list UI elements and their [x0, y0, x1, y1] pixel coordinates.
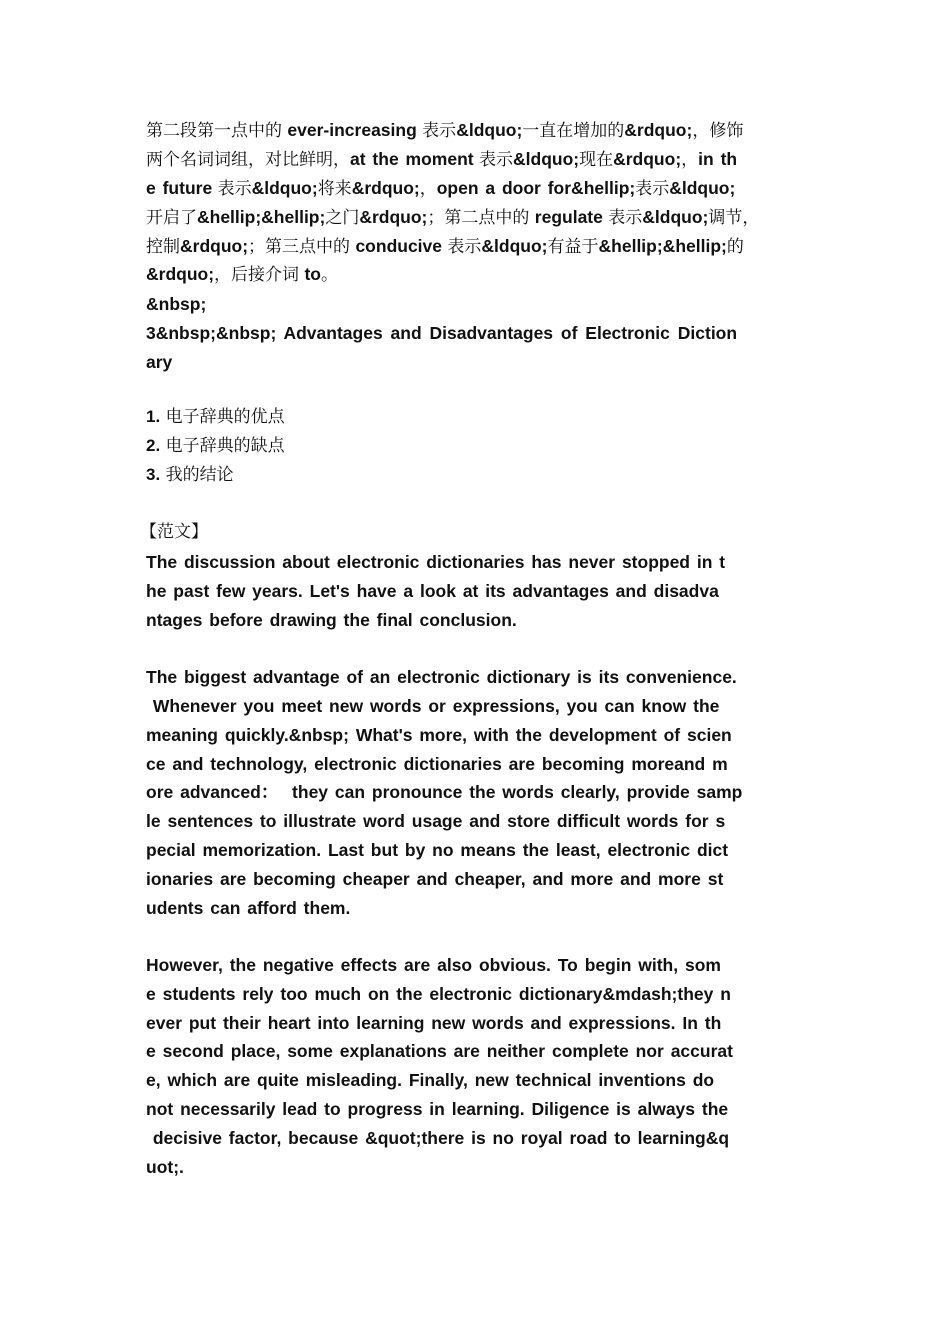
- notes-line-3: e future 表示&ldquo;将来&rdquo;，open a door for&hellip;表示&ldquo;: [146, 178, 736, 199]
- essay-line: ever put their heart into learning new words and expressions. In th: [146, 1013, 722, 1033]
- notes-line-4: 开启了&hellip;&hellip;之门&rdquo;；第二点中的 regulate 表示&ldquo;调节，: [146, 207, 760, 228]
- section-heading: 3&nbsp;&nbsp; Advantages and Disadvantages of Electronic Diction: [146, 323, 738, 343]
- notes-line-6: &rdquo;，后接介词 to。: [146, 264, 338, 285]
- essay-line: ntages before drawing the final conclusion.: [146, 610, 517, 630]
- essay-line: pecial memorization. Last but by no means the least, electronic dict: [146, 840, 729, 860]
- essay-line: e, which are quite misleading. Finally, new technical inventions do: [146, 1070, 715, 1090]
- essay-line: le sentences to illustrate word usage and store difficult words for s: [146, 811, 726, 831]
- essay-line: e students rely too much on the electronic dictionary&mdash;they n: [146, 984, 731, 1004]
- notes-line-2: 两个名词词组，对比鲜明，at the moment 表示&ldquo;现在&rdquo;，in th: [146, 149, 738, 170]
- notes-line-5: 控制&rdquo;；第三点中的 conducive 表示&ldquo;有益于&hellip;&hellip;的: [146, 236, 744, 257]
- essay-line: ionaries are becoming cheaper and cheaper, and more and more st: [146, 869, 724, 889]
- outline-item: 2. 电子辞典的缺点: [146, 436, 285, 456]
- essay-line: he past few years. Let's have a look at its advantages and disadva: [146, 581, 719, 601]
- essay-line: udents can afford them.: [146, 898, 351, 918]
- nbsp-line: &nbsp;: [146, 294, 207, 314]
- notes-line-1: 第二段第一点中的 ever-increasing 表示&ldquo;一直在增加的&rdquo;，修饰: [146, 120, 744, 141]
- essay-line: ce and technology, electronic dictionaries are becoming moreand m: [146, 754, 728, 774]
- essay-line: e second place, some explanations are neither complete nor accurat: [146, 1041, 733, 1061]
- essay-line: However, the negative effects are also obvious. To begin with, som: [146, 955, 721, 975]
- essay-line: meaning quickly.&nbsp; What's more, with the development of scien: [146, 725, 732, 745]
- outline-item: 3. 我的结论: [146, 465, 234, 485]
- essay-line: not necessarily lead to progress in learning. Diligence is always the: [146, 1099, 729, 1119]
- essay-label: 【范文】: [140, 522, 208, 542]
- essay-line: decisive factor, because &quot;there is no royal road to learning&q: [146, 1128, 730, 1148]
- essay-line: ore advanced： they can pronounce the words clearly, provide samp: [146, 782, 743, 802]
- section-heading-cont: ary: [146, 352, 173, 372]
- essay-line: The discussion about electronic dictionaries has never stopped in t: [146, 552, 726, 572]
- essay-line: uot;.: [146, 1157, 184, 1177]
- essay-line: The biggest advantage of an electronic dictionary is its convenience.: [146, 667, 737, 687]
- essay-line: Whenever you meet new words or expressions, you can know the: [146, 696, 720, 716]
- outline-item: 1. 电子辞典的优点: [146, 407, 285, 427]
